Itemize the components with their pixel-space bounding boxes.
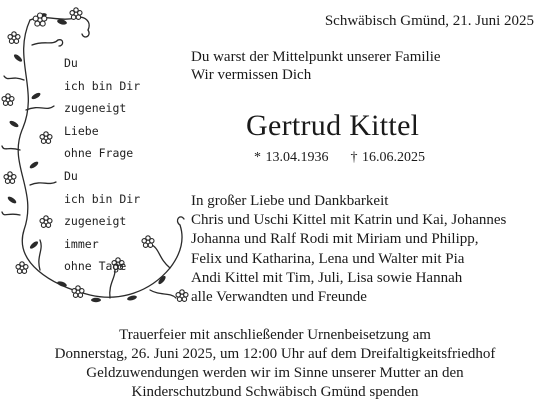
footer-line: Kinderschutzbund Schwäbisch Gmünd spenden (131, 384, 419, 400)
mourners-line: alle Verwandten und Freunde (191, 289, 367, 306)
mourners-line: Felix und Katharina, Lena und Walter mit Pia (191, 250, 465, 267)
footer-line: Geldzuwendungen werden wir im Sinne unserer Mutter an den (86, 365, 464, 381)
mourners-line: Johanna und Ralf Rodi mit Miriam und Philipp, (191, 231, 479, 248)
poem-line: Du (64, 56, 78, 70)
poem-line: ich bin Dir (64, 78, 141, 93)
funeral-notice (0, 326, 550, 402)
poem-line: Liebe (64, 123, 99, 138)
mourners-line: Andi Kittel mit Tim, Juli, Lisa sowie Hannah (191, 269, 463, 286)
deceased-name: Gertrud Kittel (246, 109, 420, 142)
poem-line: ohne Tage (64, 259, 127, 274)
life-dates (254, 150, 425, 166)
intro-line: Du warst der Mittelpunkt unserer Familie (191, 49, 441, 65)
poem-line: Du (64, 168, 78, 183)
mourners-list (191, 192, 506, 307)
place-date: Schwäbisch Gmünd, 21. Juni 2025 (324, 13, 534, 29)
poem-line: immer (64, 236, 99, 251)
poem-line: ohne Frage (64, 146, 134, 161)
poem-text (64, 52, 140, 278)
intro-line: Wir vermissen Dich (191, 67, 312, 83)
death-date: † 16.06.2025 (350, 150, 425, 165)
poem-line: zugeneigt (64, 101, 127, 116)
footer-line: Trauerfeier mit anschließender Urnenbeisetzung am (119, 327, 431, 343)
poem-line: ich bin Dir (64, 191, 141, 206)
footer-line: Donnerstag, 26. Juni 2025, um 12:00 Uhr auf dem Dreifaltigkeitsfriedhof (54, 346, 496, 362)
mourners-line: In großer Liebe und Dankbarkeit (191, 193, 389, 209)
poem-line: zugeneigt (64, 214, 127, 229)
intro-text (191, 48, 441, 84)
mourners-line: Chris und Uschi Kittel mit Katrin und Kai, Johannes (191, 212, 507, 229)
birth-date: * 13.04.1936 (254, 150, 329, 165)
